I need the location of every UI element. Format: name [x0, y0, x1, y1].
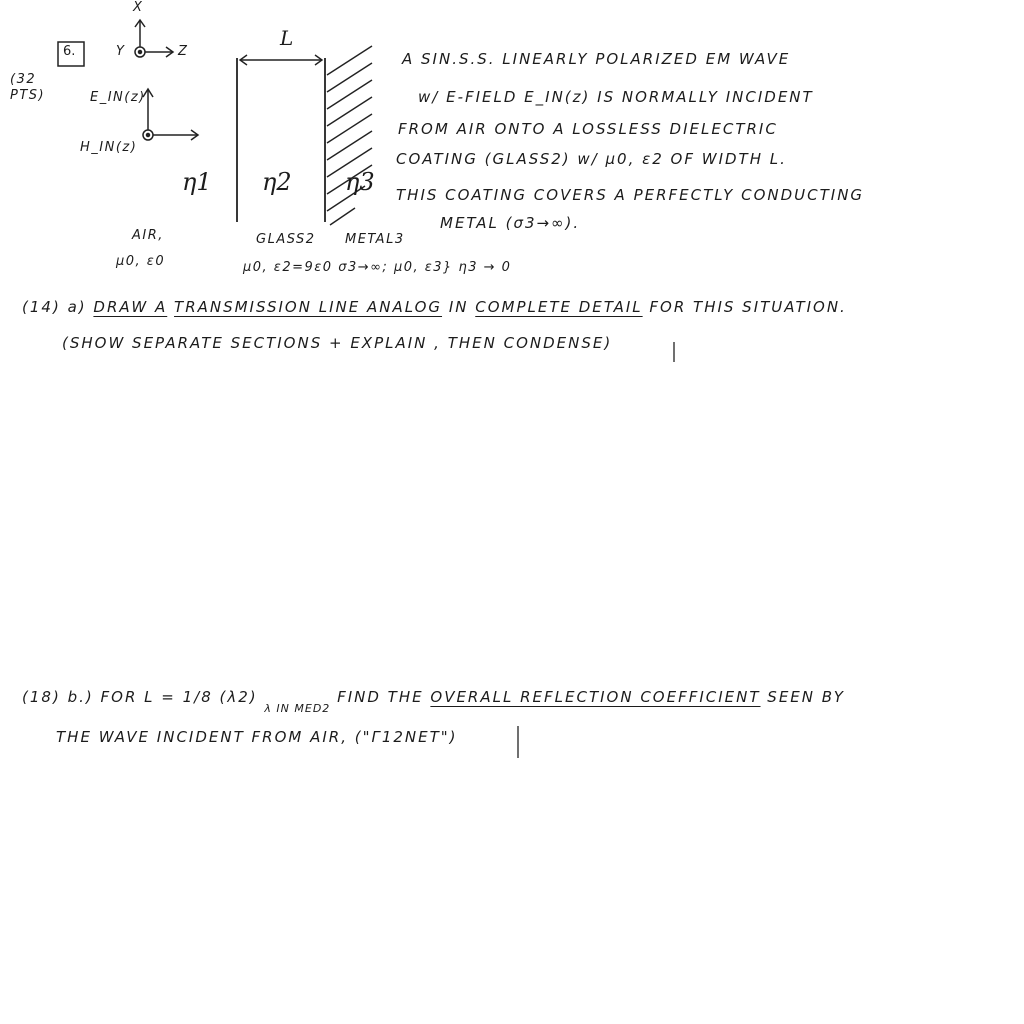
axis-icon: [135, 20, 173, 57]
part-a-label: a): [67, 298, 87, 316]
part-b-coefficient: OVERALL REFLECTION COEFFICIENT: [430, 688, 761, 706]
air-label: AIR,: [132, 228, 164, 243]
part-a-analog: TRANSMISSION LINE ANALOG: [174, 298, 443, 316]
part-b-line-2: THE WAVE INCIDENT FROM AIR, ("Γ12NET"): [56, 728, 458, 746]
part-a-line-2: (SHOW SEPARATE SECTIONS + EXPLAIN , THEN CONDENSE): [62, 334, 613, 352]
part-a-detail: COMPLETE DETAIL: [475, 298, 643, 316]
width-dimension-icon: [240, 55, 322, 65]
part-a-points: (14): [22, 298, 61, 316]
h-field-arrow-icon: [143, 130, 198, 140]
part-b-note: λ IN MED2: [264, 702, 331, 715]
eta2-label: η2: [262, 168, 292, 196]
statement-line-6: METAL (σ3→∞).: [440, 214, 581, 232]
statement-line-1: A SIN.S.S. LINEARLY POLARIZED EM WAVE: [402, 50, 791, 68]
axis-y-label: Y: [116, 44, 126, 59]
metal-hatching: [327, 46, 372, 225]
part-b-length: FOR L = 1/8 (λ2): [100, 688, 258, 706]
part-b-seen: SEEN BY: [767, 688, 845, 706]
material-params: μ0, ε2=9ε0 σ3→∞; μ0, ε3} η3 → 0: [243, 260, 512, 275]
metal-label: METAL3: [345, 232, 405, 247]
part-a-in: IN: [448, 298, 469, 316]
eta1-label: η1: [182, 168, 212, 196]
part-b-label: b.): [67, 688, 94, 706]
statement-line-5: THIS COATING COVERS A PERFECTLY CONDUCTING: [396, 186, 865, 204]
part-a-draw: DRAW A: [93, 298, 168, 316]
part-a-situation: FOR THIS SITUATION.: [649, 298, 847, 316]
e-field-label: E_IN(z): [90, 90, 146, 105]
problem-number: 6.: [63, 44, 76, 59]
glass-label: GLASS2: [256, 232, 316, 247]
part-b-points: (18): [22, 688, 61, 706]
part-b-find: FIND THE: [337, 688, 424, 706]
problem-points: (32 PTS): [10, 72, 46, 103]
air-params: μ0, ε0: [116, 254, 166, 269]
part-a-line-1: [22, 298, 847, 316]
axis-x-label: X: [133, 0, 144, 15]
h-field-label: H_IN(z): [80, 140, 138, 155]
statement-line-2: w/ E-FIELD E_IN(z) IS NORMALLY INCIDENT: [418, 88, 814, 106]
statement-line-3: FROM AIR ONTO A LOSSLESS DIELECTRIC: [398, 120, 778, 138]
statement-line-4: COATING (GLASS2) w/ μ0, ε2 OF WIDTH L.: [396, 150, 787, 168]
coating-slab: [237, 58, 325, 222]
axis-z-label: Z: [178, 44, 189, 59]
eta3-label: η3: [345, 168, 375, 196]
width-label: L: [280, 26, 294, 50]
